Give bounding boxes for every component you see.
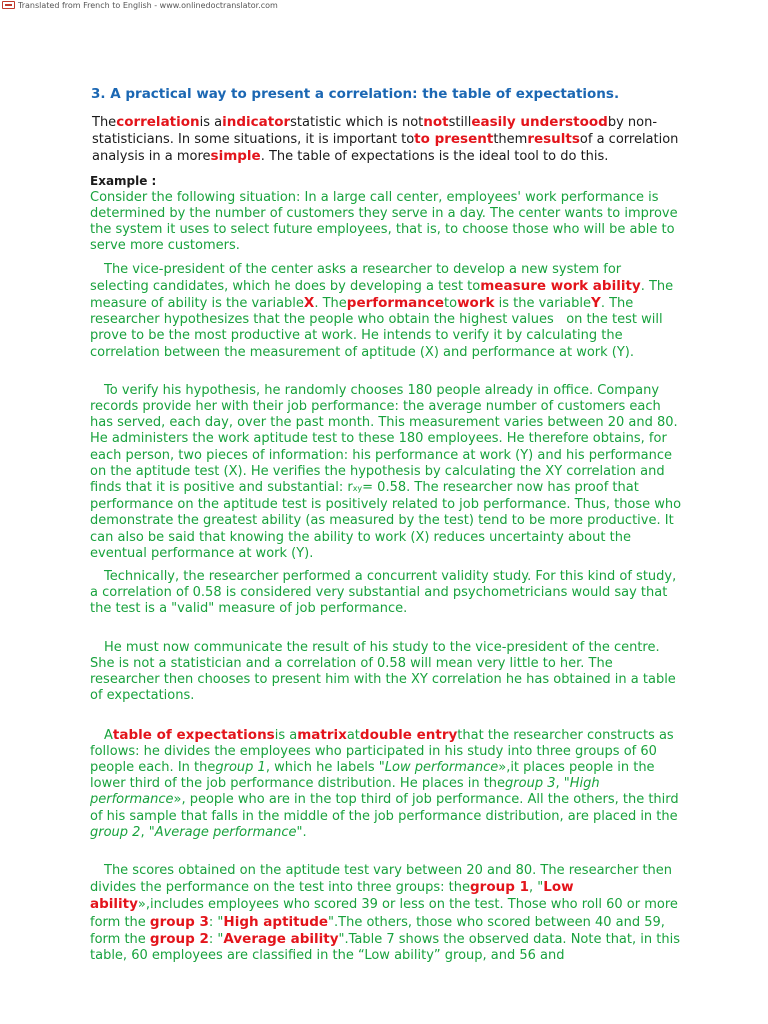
paragraph-hypothesis [90, 383, 682, 562]
highlight-term: to present [414, 131, 494, 148]
text-run: , " [140, 824, 155, 840]
intro-paragraph [92, 114, 682, 166]
text-run: is a [199, 115, 223, 130]
paragraph-table-of-expectations [90, 727, 682, 841]
text-run: is a [274, 727, 298, 743]
highlight-term: results [527, 131, 580, 148]
text-run: them [493, 132, 528, 148]
translation-banner [2, 0, 278, 10]
banner-text: Translated from French to English - www.onlinedoctranslator.com [18, 0, 278, 10]
text-run: to [444, 296, 458, 312]
text-run: : " [208, 931, 224, 947]
text-run: at [346, 727, 360, 743]
text-run: statistic which is not [290, 115, 424, 130]
paragraph-situation: Consider the following situation: In a large call center, employees' work performance is determined by the number of customers they serve in a day. The center wants to improve the system it uses to select future employees, that is, to choose those who will be able to serve more customers. [90, 189, 678, 254]
text-run: , which he labels " [265, 759, 385, 775]
text-run: The [92, 115, 117, 130]
highlight-term: Y [591, 295, 601, 312]
highlight-term: correlation [116, 114, 200, 130]
text-run: is the variable [494, 296, 592, 312]
translator-logo-icon [2, 1, 15, 9]
highlight-term: matrix [297, 726, 347, 743]
text-run: »,it places people in the lower third of the job performance distribution. He places in the [90, 759, 655, 792]
italic-term: Low performance [384, 759, 499, 775]
subscript: xy [352, 484, 363, 494]
text-run: ".The others, those who scored between 40 and 59, form the [90, 914, 665, 947]
text-run: of a correlation analysis in a more [92, 132, 679, 165]
highlight-term: double entry [359, 726, 458, 743]
highlight-term: group 3 [149, 913, 209, 930]
italic-term: group 3 [505, 776, 556, 792]
highlight-term: simple [210, 148, 261, 165]
paragraph-communicate: He must now communicate the result of his study to the vice-president of the centre. She is not a statistician and a correlation of 0.58 will mean very little to her. The researcher then chooses to present him with the XY correlation he has obtained in a table of expectations. [90, 639, 676, 704]
text-run: , " [528, 880, 544, 896]
text-run: that the researcher constructs as follows: he divides the employees who participated in his study into three groups of 60 people each. In the [90, 727, 674, 775]
text-run: The scores obtained on the aptitude test vary between 20 and 80. The researcher then divides the performance on the test into three groups: the [90, 862, 673, 896]
text-run: The vice-president of the center asks a researcher to develop a new system for selecting candidates, which he does by developing a test to [90, 261, 622, 294]
text-run: : " [208, 914, 224, 930]
highlight-term: X [303, 295, 315, 312]
text-run: To verify his hypothesis, he randomly chooses 180 people already in office. Company records provide her with their job performance: the average number of customers each has served, each day, over the past month. This measurement varies between 20 and 80. He administers the work aptitude test to these 180 employees. He therefore obtains, for each person, two pieces of information: his performance at work (Y) and his performance on the aptitude test (X). He verifies the hypothesis by calculating the XY correlation and finds that it is positive and substantial: r [90, 382, 678, 496]
highlight-term: group 2 [149, 930, 209, 947]
italic-term: group 1 [215, 759, 266, 775]
example-label [90, 173, 682, 189]
italic-term: Average performance [154, 824, 297, 840]
text-run: , " [555, 776, 570, 792]
italic-term: group 2 [90, 824, 141, 840]
highlight-term: easily understood [471, 114, 608, 130]
text-run: ". [296, 824, 307, 840]
highlight-term: performance [346, 295, 445, 312]
text-run: . The [314, 296, 347, 312]
highlight-term: Average ability [223, 930, 339, 947]
document-body [90, 84, 682, 964]
highlight-term: indicator [222, 114, 291, 130]
text-run: ".Table 7 shows the observed data. Note that, in this table, 60 employees are classified in the “Low ability” group, and 56 and [90, 931, 680, 963]
text-run: = 0.58. The researcher now has proof that performance on the aptitude test is positively related to job performance. Thus, those who demonstrate the greatest ability (as measured by the test) tend to be more productive. It can also be said that knowing the ability to work (X) reduces uncertainty about the eventual performance at work (Y). [90, 480, 682, 561]
text-run: . The table of expectations is the ideal tool to do this. [260, 149, 609, 165]
text-run: », people who are in the top third of job performance. All the others, the third of his sample that falls in the middle of the job performance distribution, are placed in the [90, 792, 679, 824]
text-run: . The measure of ability is the variable [90, 278, 674, 312]
paragraph-validity: Technically, the researcher performed a concurrent validity study. For this kind of study, a correlation of 0.58 is considered very substantial and psychometricians would say that the test is a "valid" measure of job performance. [90, 569, 677, 617]
paragraph-aptitude-groups [90, 863, 682, 964]
highlight-term: group 1 [470, 879, 529, 896]
text-run: by non-statisticians. In some situations, it is important to [92, 115, 658, 148]
highlight-term: Low ability [90, 879, 574, 913]
text-run: still [448, 115, 472, 130]
example-label-text: Example : [90, 173, 157, 188]
highlight-term: measure work ability [480, 277, 641, 294]
highlight-term: table of expectations [112, 726, 275, 743]
text-run: A [104, 727, 113, 743]
paragraph-vice-president [90, 262, 682, 361]
highlight-term: not [423, 114, 449, 130]
italic-term: High performance [90, 776, 600, 808]
text-run: »,includes employees who scored 39 or less on the test. Those who roll 60 or more form the [90, 897, 678, 930]
highlight-term: High aptitude [223, 913, 329, 930]
section-heading: 3. A practical way to present a correlation: the table of expectations. [91, 86, 620, 102]
highlight-term: work [457, 295, 495, 312]
text-run: . The researcher hypothesizes that the people who obtain the highest values on the test will prove to be the most productive at work. He intends to verify it by calculating the correlation between the measurement of aptitude (X) and performance at work (Y). [90, 296, 663, 360]
